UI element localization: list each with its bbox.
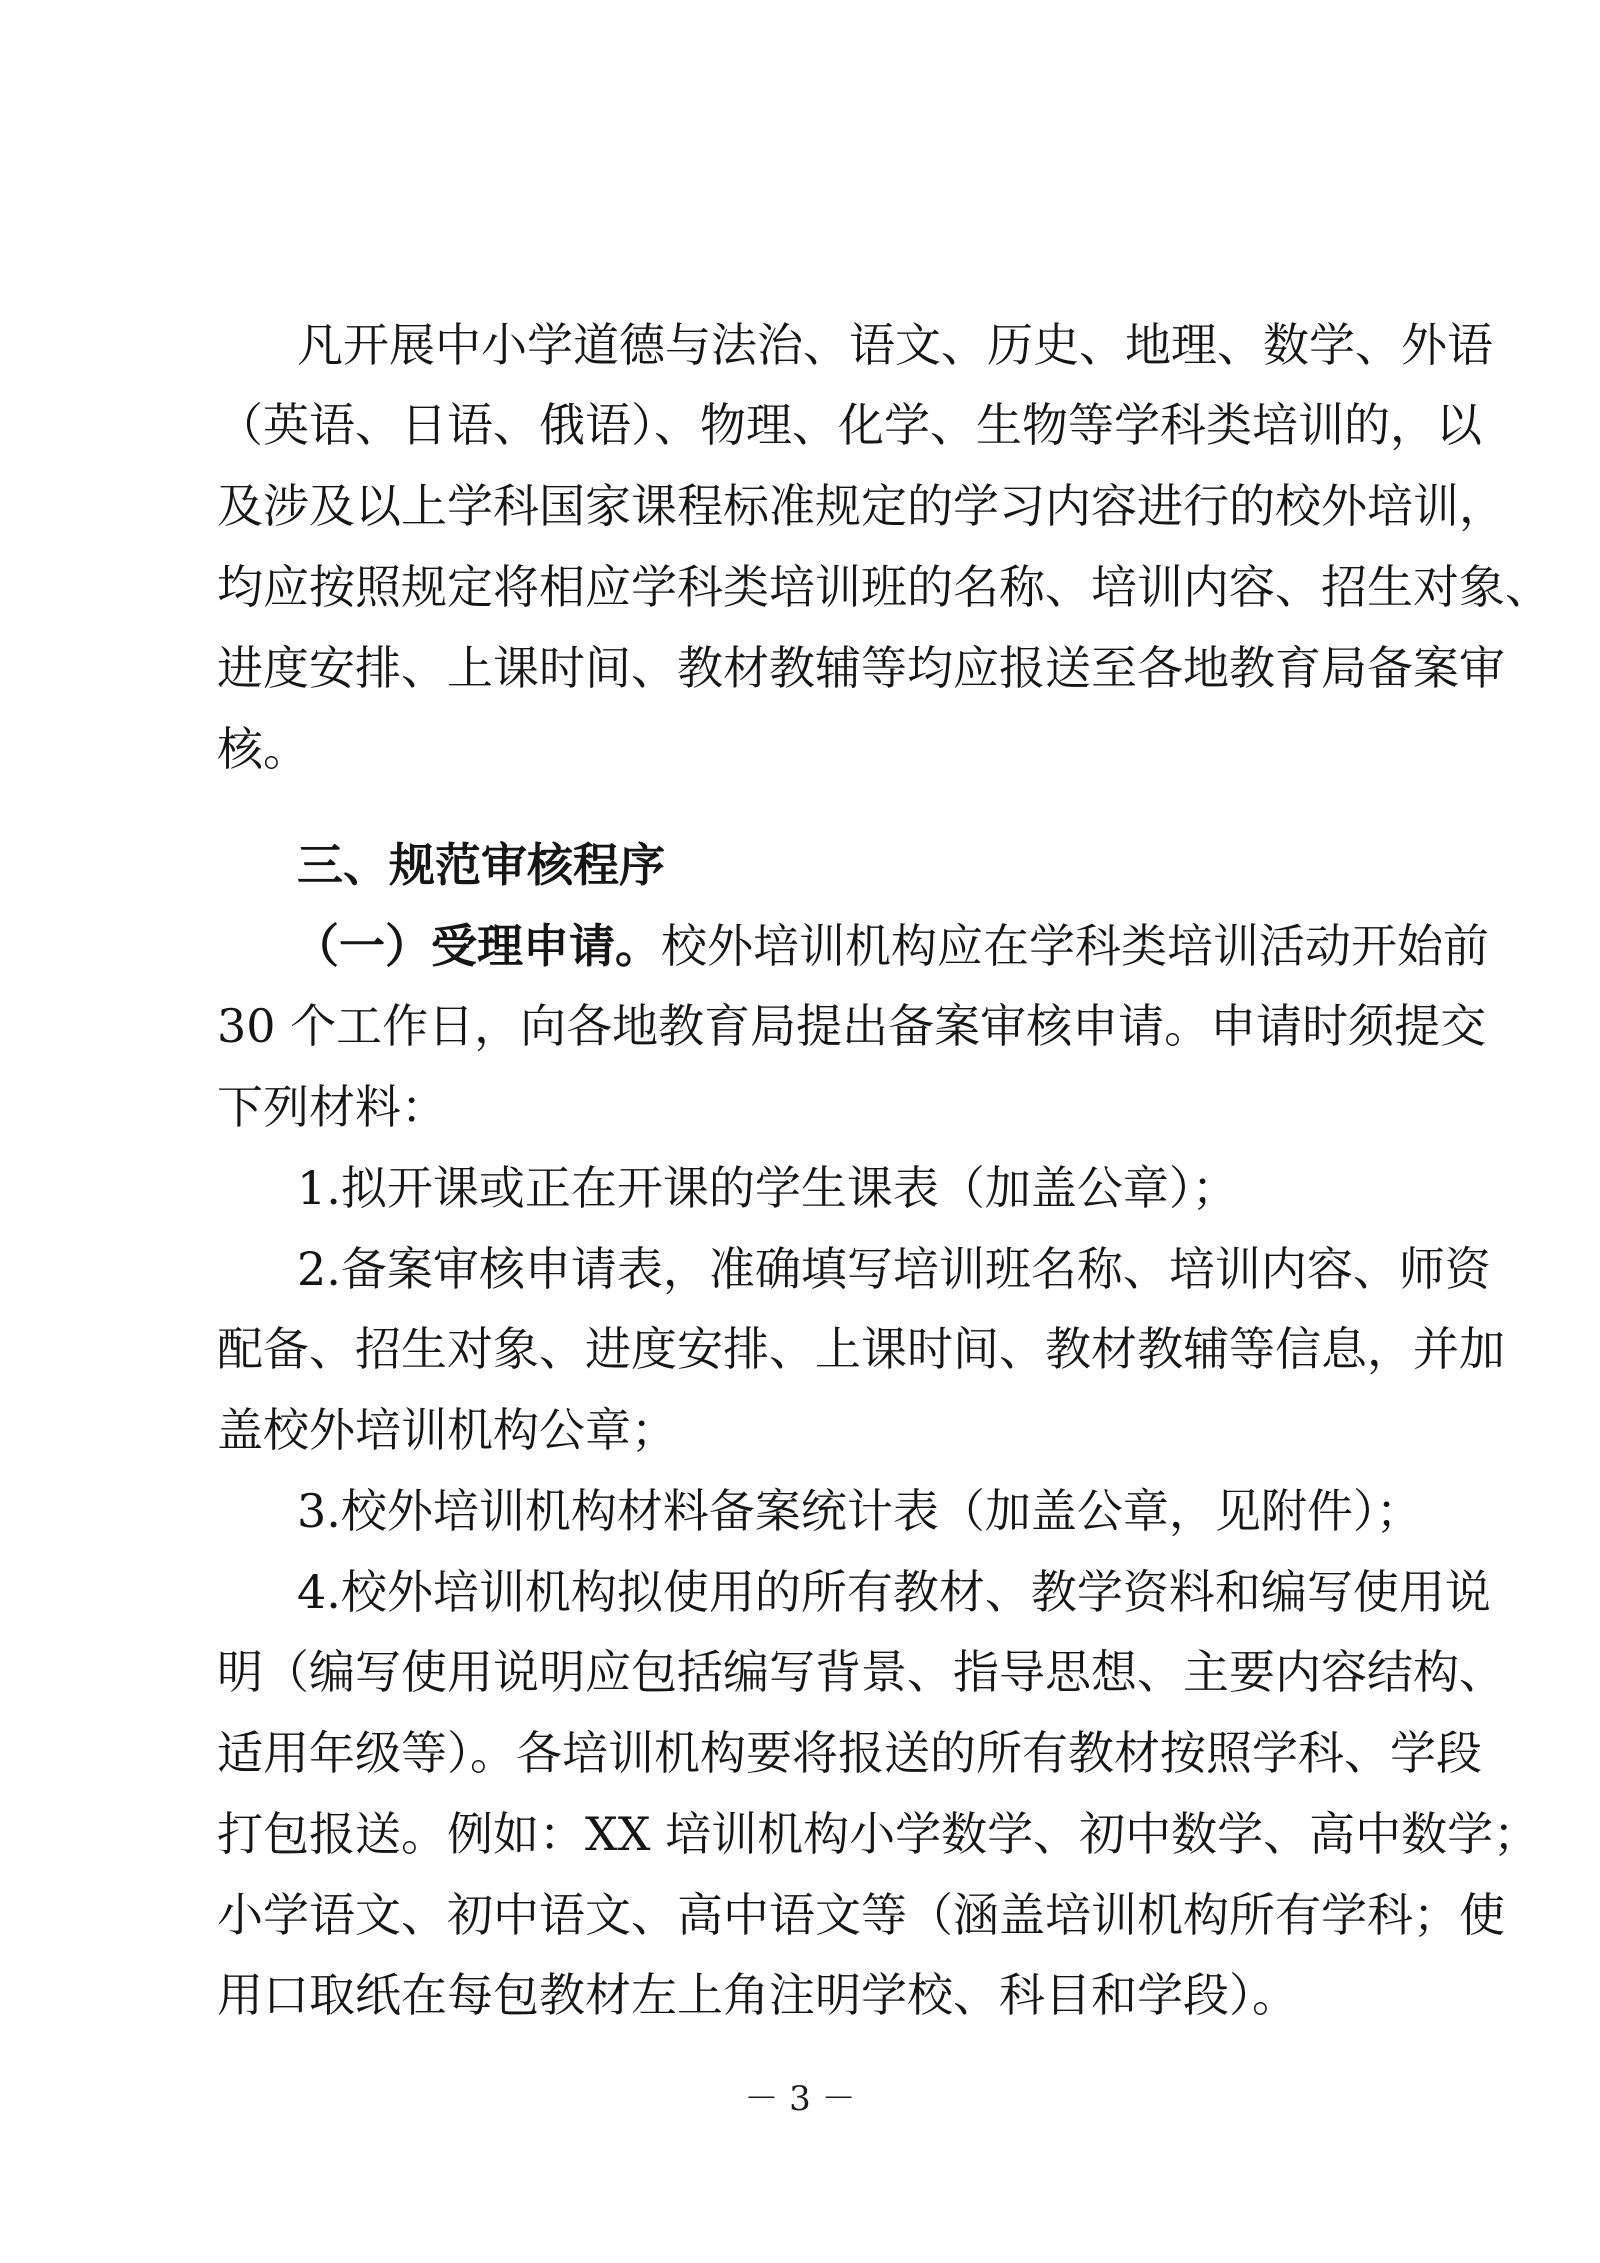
- paragraph-2-line-3: 下列材料：: [217, 1080, 447, 1134]
- paragraph-2-line-2: 30 个工作日，向各地教育局提出备案审核申请。申请时须提交: [217, 999, 1487, 1053]
- list-item-1: 1.拟开课或正在开课的学生课表（加盖公章）；: [297, 1161, 1238, 1215]
- paragraph-1-line-1: 凡开展中小学道德与法治、语文、历史、地理、数学、外语: [297, 318, 1493, 372]
- list-item-2-line-2: 配备、招生对象、进度安排、上课时间、教材教辅等信息，并加: [217, 1322, 1505, 1376]
- paragraph-1-line-4: 均应按照规定将相应学科类培训班的名称、培训内容、招生对象、: [217, 560, 1551, 614]
- paragraph-1-line-3: 及涉及以上学科国家课程标准规定的学习内容进行的校外培训，: [217, 479, 1505, 533]
- list-item-4-line-5: 小学语文、初中语文、高中语文等（涵盖培训机构所有学科；使: [217, 1888, 1505, 1942]
- paragraph-1-line-5: 进度安排、上课时间、教材教辅等均应报送至各地教育局备案审: [217, 641, 1505, 695]
- list-item-2-line-3: 盖校外培训机构公章；: [217, 1403, 677, 1457]
- list-item-4-line-3: 适用年级等）。各培训机构要将报送的所有教材按照学科、学段: [217, 1726, 1482, 1780]
- subsection-heading: （一）受理申请。: [293, 919, 661, 973]
- paragraph-2-line-1: [293, 918, 1489, 974]
- paragraph-1-line-6: 核。: [217, 722, 309, 776]
- list-item-4-line-2: 明（编写使用说明应包括编写背景、指导思想、主要内容结构、: [217, 1645, 1505, 1699]
- list-item-4-line-1: 4.校外培训机构拟使用的所有教材、教学资料和编写使用说: [297, 1565, 1491, 1619]
- paragraph-1-line-2: （英语、日语、俄语）、物理、化学、生物等学科类培训的，以: [217, 398, 1482, 452]
- list-item-2-line-1: 2.备案审核申请表，准确填写培训班名称、培训内容、师资: [297, 1242, 1491, 1296]
- section-heading: 三、规范审核程序: [297, 838, 665, 892]
- list-item-3: 3.校外培训机构材料备案统计表（加盖公章，见附件）；: [297, 1484, 1422, 1538]
- list-item-4-line-4: 打包报送。例如：XX 培训机构小学数学、初中数学、高中数学；: [217, 1807, 1540, 1861]
- page-number: － 3 －: [744, 2079, 856, 2119]
- list-item-4-line-6: 用口取纸在每包教材左上角注明学校、科目和学段）。: [217, 1968, 1298, 2022]
- paragraph-2-line-1-text: 校外培训机构应在学科类培训活动开始前: [661, 919, 1489, 973]
